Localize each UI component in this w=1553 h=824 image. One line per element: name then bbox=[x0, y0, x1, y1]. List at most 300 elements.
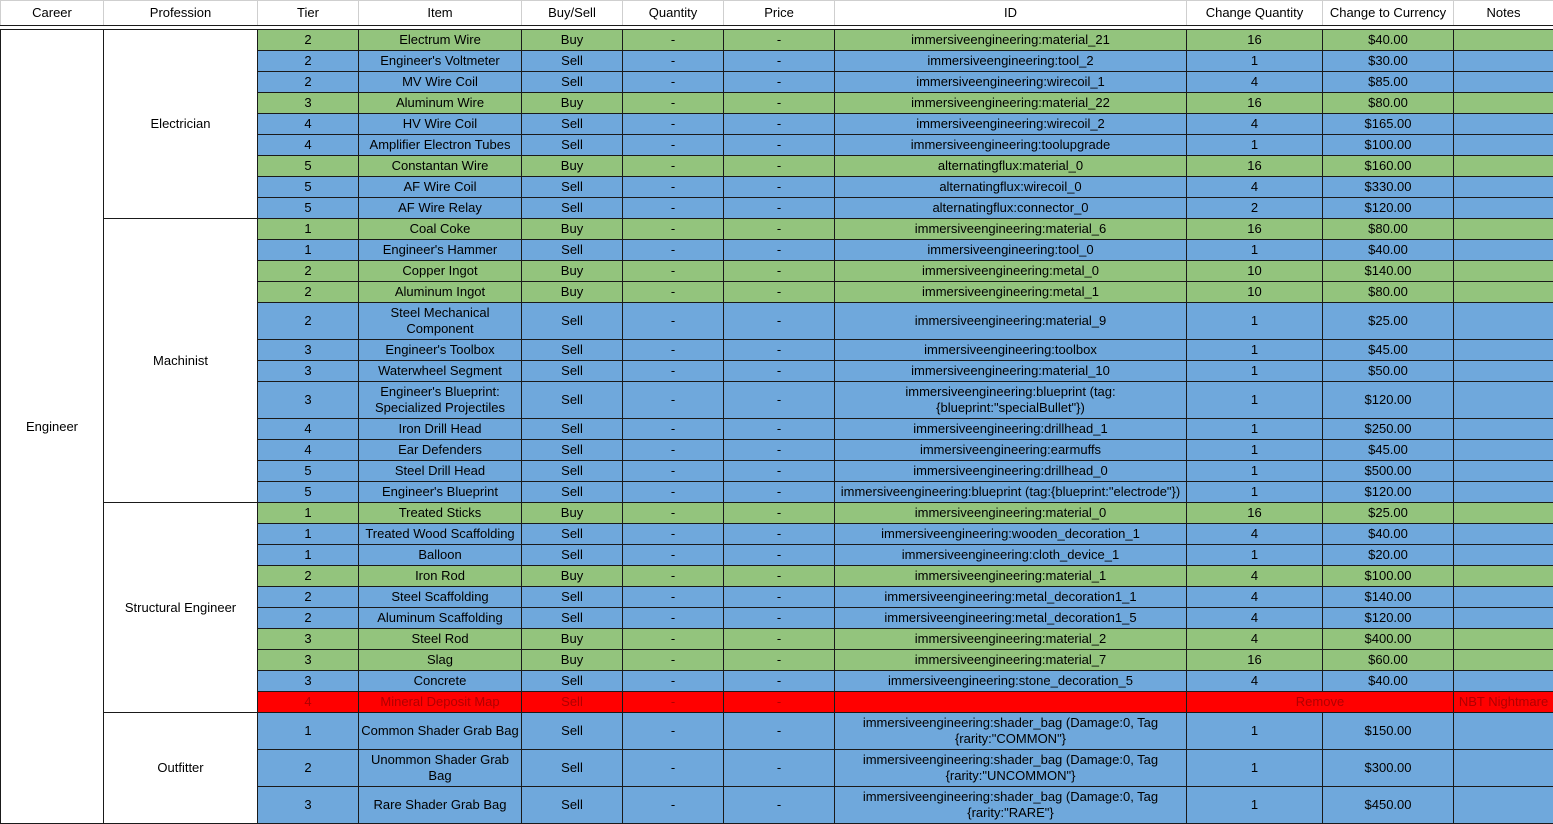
currency-cell[interactable]: $50.00 bbox=[1323, 361, 1454, 382]
item-cell[interactable]: AF Wire Relay bbox=[359, 198, 522, 219]
price-cell[interactable]: - bbox=[724, 650, 835, 671]
item-cell[interactable]: Treated Wood Scaffolding bbox=[359, 524, 522, 545]
quantity-cell[interactable]: - bbox=[623, 440, 724, 461]
notes-cell[interactable] bbox=[1454, 156, 1553, 177]
tier-cell[interactable]: 1 bbox=[258, 545, 359, 566]
notes-cell[interactable] bbox=[1454, 135, 1553, 156]
buy-sell-cell[interactable]: Sell bbox=[522, 461, 623, 482]
quantity-cell[interactable]: - bbox=[623, 750, 724, 787]
id-cell[interactable]: immersiveengineering:metal_decoration1_1 bbox=[835, 587, 1187, 608]
price-cell[interactable]: - bbox=[724, 114, 835, 135]
tier-cell[interactable]: 3 bbox=[258, 93, 359, 114]
tier-cell[interactable]: 2 bbox=[258, 51, 359, 72]
currency-cell[interactable]: $80.00 bbox=[1323, 219, 1454, 240]
tier-cell[interactable]: 4 bbox=[258, 135, 359, 156]
change-quantity-cell[interactable]: 1 bbox=[1187, 461, 1323, 482]
change-quantity-cell[interactable]: 1 bbox=[1187, 382, 1323, 419]
notes-cell[interactable] bbox=[1454, 303, 1553, 340]
price-cell[interactable]: - bbox=[724, 713, 835, 750]
notes-cell[interactable] bbox=[1454, 482, 1553, 503]
price-cell[interactable]: - bbox=[724, 261, 835, 282]
quantity-cell[interactable]: - bbox=[623, 503, 724, 524]
quantity-cell[interactable]: - bbox=[623, 787, 724, 824]
quantity-cell[interactable]: - bbox=[623, 177, 724, 198]
price-cell[interactable]: - bbox=[724, 198, 835, 219]
currency-cell[interactable]: $40.00 bbox=[1323, 671, 1454, 692]
header-change-quantity[interactable]: Change Quantity bbox=[1187, 1, 1323, 26]
notes-cell[interactable] bbox=[1454, 419, 1553, 440]
buy-sell-cell[interactable]: Buy bbox=[522, 219, 623, 240]
tier-cell[interactable]: 2 bbox=[258, 282, 359, 303]
item-cell[interactable]: Mineral Deposit Map bbox=[359, 692, 522, 713]
id-cell[interactable]: immersiveengineering:blueprint (tag:{blueprint:"specialBullet"}) bbox=[835, 382, 1187, 419]
buy-sell-cell[interactable]: Sell bbox=[522, 303, 623, 340]
quantity-cell[interactable]: - bbox=[623, 566, 724, 587]
quantity-cell[interactable]: - bbox=[623, 482, 724, 503]
id-cell[interactable]: immersiveengineering:wirecoil_1 bbox=[835, 72, 1187, 93]
buy-sell-cell[interactable]: Sell bbox=[522, 114, 623, 135]
id-cell[interactable]: immersiveengineering:stone_decoration_5 bbox=[835, 671, 1187, 692]
tier-cell[interactable]: 5 bbox=[258, 461, 359, 482]
notes-cell[interactable] bbox=[1454, 566, 1553, 587]
id-cell[interactable]: immersiveengineering:material_10 bbox=[835, 361, 1187, 382]
change-quantity-cell[interactable]: 4 bbox=[1187, 587, 1323, 608]
notes-cell[interactable] bbox=[1454, 629, 1553, 650]
currency-cell[interactable]: $120.00 bbox=[1323, 198, 1454, 219]
buy-sell-cell[interactable]: Sell bbox=[522, 382, 623, 419]
buy-sell-cell[interactable]: Sell bbox=[522, 750, 623, 787]
buy-sell-cell[interactable]: Sell bbox=[522, 692, 623, 713]
item-cell[interactable]: Common Shader Grab Bag bbox=[359, 713, 522, 750]
profession-cell[interactable]: Machinist bbox=[104, 219, 258, 503]
item-cell[interactable]: Engineer's Hammer bbox=[359, 240, 522, 261]
buy-sell-cell[interactable]: Sell bbox=[522, 198, 623, 219]
tier-cell[interactable]: 4 bbox=[258, 692, 359, 713]
notes-cell[interactable] bbox=[1454, 93, 1553, 114]
notes-cell[interactable] bbox=[1454, 240, 1553, 261]
currency-cell[interactable]: $40.00 bbox=[1323, 30, 1454, 51]
currency-cell[interactable]: $140.00 bbox=[1323, 261, 1454, 282]
tier-cell[interactable]: 1 bbox=[258, 503, 359, 524]
currency-cell[interactable]: $45.00 bbox=[1323, 340, 1454, 361]
price-cell[interactable]: - bbox=[724, 219, 835, 240]
notes-cell[interactable] bbox=[1454, 261, 1553, 282]
change-quantity-cell[interactable]: 1 bbox=[1187, 440, 1323, 461]
currency-cell[interactable]: $100.00 bbox=[1323, 566, 1454, 587]
quantity-cell[interactable]: - bbox=[623, 114, 724, 135]
quantity-cell[interactable]: - bbox=[623, 240, 724, 261]
change-quantity-cell[interactable]: 1 bbox=[1187, 713, 1323, 750]
currency-cell[interactable]: $140.00 bbox=[1323, 587, 1454, 608]
notes-cell[interactable] bbox=[1454, 30, 1553, 51]
tier-cell[interactable]: 2 bbox=[258, 750, 359, 787]
item-cell[interactable]: Engineer's Blueprint: Specialized Projectiles bbox=[359, 382, 522, 419]
price-cell[interactable]: - bbox=[724, 566, 835, 587]
item-cell[interactable]: Aluminum Ingot bbox=[359, 282, 522, 303]
notes-cell[interactable] bbox=[1454, 282, 1553, 303]
currency-cell[interactable]: $160.00 bbox=[1323, 156, 1454, 177]
buy-sell-cell[interactable]: Sell bbox=[522, 135, 623, 156]
item-cell[interactable]: Iron Rod bbox=[359, 566, 522, 587]
currency-cell[interactable]: $500.00 bbox=[1323, 461, 1454, 482]
price-cell[interactable]: - bbox=[724, 361, 835, 382]
item-cell[interactable]: Concrete bbox=[359, 671, 522, 692]
quantity-cell[interactable]: - bbox=[623, 587, 724, 608]
quantity-cell[interactable]: - bbox=[623, 282, 724, 303]
change-quantity-cell[interactable]: 1 bbox=[1187, 361, 1323, 382]
item-cell[interactable]: MV Wire Coil bbox=[359, 72, 522, 93]
price-cell[interactable]: - bbox=[724, 482, 835, 503]
tier-cell[interactable]: 3 bbox=[258, 671, 359, 692]
price-cell[interactable]: - bbox=[724, 787, 835, 824]
id-cell[interactable]: immersiveengineering:cloth_device_1 bbox=[835, 545, 1187, 566]
item-cell[interactable]: Iron Drill Head bbox=[359, 419, 522, 440]
quantity-cell[interactable]: - bbox=[623, 219, 724, 240]
quantity-cell[interactable]: - bbox=[623, 93, 724, 114]
price-cell[interactable]: - bbox=[724, 524, 835, 545]
tier-cell[interactable]: 2 bbox=[258, 608, 359, 629]
item-cell[interactable]: Electrum Wire bbox=[359, 30, 522, 51]
header-notes[interactable]: Notes bbox=[1454, 1, 1553, 26]
buy-sell-cell[interactable]: Sell bbox=[522, 419, 623, 440]
notes-cell[interactable] bbox=[1454, 650, 1553, 671]
tier-cell[interactable]: 3 bbox=[258, 629, 359, 650]
currency-cell[interactable]: $25.00 bbox=[1323, 503, 1454, 524]
change-quantity-cell[interactable]: 10 bbox=[1187, 282, 1323, 303]
quantity-cell[interactable]: - bbox=[623, 156, 724, 177]
buy-sell-cell[interactable]: Sell bbox=[522, 671, 623, 692]
price-cell[interactable]: - bbox=[724, 692, 835, 713]
price-cell[interactable]: - bbox=[724, 587, 835, 608]
buy-sell-cell[interactable]: Buy bbox=[522, 503, 623, 524]
currency-cell[interactable]: $20.00 bbox=[1323, 545, 1454, 566]
item-cell[interactable]: Coal Coke bbox=[359, 219, 522, 240]
item-cell[interactable]: Amplifier Electron Tubes bbox=[359, 135, 522, 156]
buy-sell-cell[interactable]: Buy bbox=[522, 629, 623, 650]
item-cell[interactable]: Aluminum Scaffolding bbox=[359, 608, 522, 629]
id-cell[interactable]: alternatingflux:connector_0 bbox=[835, 198, 1187, 219]
notes-cell[interactable] bbox=[1454, 361, 1553, 382]
tier-cell[interactable]: 2 bbox=[258, 566, 359, 587]
buy-sell-cell[interactable]: Buy bbox=[522, 650, 623, 671]
id-cell[interactable]: immersiveengineering:shader_bag (Damage:0, Tag {rarity:"RARE"} bbox=[835, 787, 1187, 824]
buy-sell-cell[interactable]: Buy bbox=[522, 93, 623, 114]
change-quantity-cell[interactable]: 4 bbox=[1187, 524, 1323, 545]
item-cell[interactable]: HV Wire Coil bbox=[359, 114, 522, 135]
price-cell[interactable]: - bbox=[724, 93, 835, 114]
buy-sell-cell[interactable]: Buy bbox=[522, 30, 623, 51]
id-cell[interactable]: immersiveengineering:material_2 bbox=[835, 629, 1187, 650]
price-cell[interactable]: - bbox=[724, 177, 835, 198]
buy-sell-cell[interactable]: Sell bbox=[522, 545, 623, 566]
id-cell[interactable]: immersiveengineering:wirecoil_2 bbox=[835, 114, 1187, 135]
item-cell[interactable]: AF Wire Coil bbox=[359, 177, 522, 198]
item-cell[interactable]: Constantan Wire bbox=[359, 156, 522, 177]
price-cell[interactable]: - bbox=[724, 503, 835, 524]
header-change-currency[interactable]: Change to Currency bbox=[1323, 1, 1454, 26]
buy-sell-cell[interactable]: Sell bbox=[522, 787, 623, 824]
buy-sell-cell[interactable]: Sell bbox=[522, 72, 623, 93]
change-quantity-cell[interactable]: 4 bbox=[1187, 671, 1323, 692]
price-cell[interactable]: - bbox=[724, 461, 835, 482]
change-quantity-cell[interactable]: 2 bbox=[1187, 198, 1323, 219]
id-cell[interactable]: immersiveengineering:material_21 bbox=[835, 30, 1187, 51]
change-quantity-cell[interactable]: 4 bbox=[1187, 72, 1323, 93]
notes-cell[interactable] bbox=[1454, 177, 1553, 198]
header-price[interactable]: Price bbox=[724, 1, 835, 26]
career-cell[interactable]: Engineer bbox=[1, 30, 104, 824]
profession-cell[interactable]: Electrician bbox=[104, 30, 258, 219]
buy-sell-cell[interactable]: Sell bbox=[522, 482, 623, 503]
change-quantity-cell[interactable]: 4 bbox=[1187, 629, 1323, 650]
notes-cell[interactable] bbox=[1454, 587, 1553, 608]
buy-sell-cell[interactable]: Sell bbox=[522, 51, 623, 72]
currency-cell[interactable]: $120.00 bbox=[1323, 382, 1454, 419]
tier-cell[interactable]: 2 bbox=[258, 30, 359, 51]
tier-cell[interactable]: 5 bbox=[258, 177, 359, 198]
notes-cell[interactable] bbox=[1454, 503, 1553, 524]
quantity-cell[interactable]: - bbox=[623, 671, 724, 692]
quantity-cell[interactable]: - bbox=[623, 72, 724, 93]
buy-sell-cell[interactable]: Sell bbox=[522, 177, 623, 198]
price-cell[interactable]: - bbox=[724, 382, 835, 419]
change-quantity-cell[interactable]: 1 bbox=[1187, 303, 1323, 340]
price-cell[interactable]: - bbox=[724, 72, 835, 93]
buy-sell-cell[interactable]: Sell bbox=[522, 440, 623, 461]
tier-cell[interactable]: 4 bbox=[258, 440, 359, 461]
buy-sell-cell[interactable]: Sell bbox=[522, 587, 623, 608]
item-cell[interactable]: Steel Scaffolding bbox=[359, 587, 522, 608]
change-quantity-cell[interactable]: 1 bbox=[1187, 51, 1323, 72]
notes-cell[interactable] bbox=[1454, 219, 1553, 240]
notes-cell[interactable] bbox=[1454, 787, 1553, 824]
change-quantity-cell[interactable]: 1 bbox=[1187, 135, 1323, 156]
currency-cell[interactable]: $150.00 bbox=[1323, 713, 1454, 750]
currency-cell[interactable]: $120.00 bbox=[1323, 608, 1454, 629]
quantity-cell[interactable]: - bbox=[623, 198, 724, 219]
notes-cell[interactable] bbox=[1454, 750, 1553, 787]
tier-cell[interactable]: 3 bbox=[258, 361, 359, 382]
id-cell[interactable]: immersiveengineering:material_9 bbox=[835, 303, 1187, 340]
change-quantity-cell[interactable]: 4 bbox=[1187, 566, 1323, 587]
header-tier[interactable]: Tier bbox=[258, 1, 359, 26]
quantity-cell[interactable]: - bbox=[623, 135, 724, 156]
notes-cell[interactable]: NBT Nightmare bbox=[1454, 692, 1553, 713]
price-cell[interactable]: - bbox=[724, 340, 835, 361]
price-cell[interactable]: - bbox=[724, 240, 835, 261]
id-cell[interactable]: immersiveengineering:material_1 bbox=[835, 566, 1187, 587]
quantity-cell[interactable]: - bbox=[623, 340, 724, 361]
item-cell[interactable]: Engineer's Blueprint bbox=[359, 482, 522, 503]
quantity-cell[interactable]: - bbox=[623, 419, 724, 440]
id-cell[interactable]: immersiveengineering:blueprint (tag:{blueprint:"electrode"}) bbox=[835, 482, 1187, 503]
currency-cell[interactable]: $100.00 bbox=[1323, 135, 1454, 156]
tier-cell[interactable]: 5 bbox=[258, 198, 359, 219]
change-quantity-cell[interactable]: 16 bbox=[1187, 156, 1323, 177]
price-cell[interactable]: - bbox=[724, 303, 835, 340]
profession-cell[interactable]: Outfitter bbox=[104, 713, 258, 824]
currency-cell[interactable]: $80.00 bbox=[1323, 282, 1454, 303]
id-cell[interactable]: immersiveengineering:material_6 bbox=[835, 219, 1187, 240]
currency-cell[interactable]: $400.00 bbox=[1323, 629, 1454, 650]
buy-sell-cell[interactable]: Sell bbox=[522, 713, 623, 750]
buy-sell-cell[interactable]: Sell bbox=[522, 361, 623, 382]
quantity-cell[interactable]: - bbox=[623, 629, 724, 650]
price-cell[interactable]: - bbox=[724, 30, 835, 51]
price-cell[interactable]: - bbox=[724, 135, 835, 156]
currency-cell[interactable]: $80.00 bbox=[1323, 93, 1454, 114]
item-cell[interactable]: Engineer's Toolbox bbox=[359, 340, 522, 361]
currency-cell[interactable]: $300.00 bbox=[1323, 750, 1454, 787]
buy-sell-cell[interactable]: Sell bbox=[522, 340, 623, 361]
change-quantity-cell[interactable]: 1 bbox=[1187, 545, 1323, 566]
notes-cell[interactable] bbox=[1454, 340, 1553, 361]
quantity-cell[interactable]: - bbox=[623, 650, 724, 671]
item-cell[interactable]: Ear Defenders bbox=[359, 440, 522, 461]
change-quantity-cell[interactable]: 1 bbox=[1187, 419, 1323, 440]
header-profession[interactable]: Profession bbox=[104, 1, 258, 26]
id-cell[interactable]: immersiveengineering:toolbox bbox=[835, 340, 1187, 361]
buy-sell-cell[interactable]: Buy bbox=[522, 282, 623, 303]
item-cell[interactable]: Steel Mechanical Component bbox=[359, 303, 522, 340]
notes-cell[interactable] bbox=[1454, 114, 1553, 135]
item-cell[interactable]: Treated Sticks bbox=[359, 503, 522, 524]
tier-cell[interactable]: 1 bbox=[258, 240, 359, 261]
quantity-cell[interactable]: - bbox=[623, 261, 724, 282]
change-quantity-cell[interactable]: 16 bbox=[1187, 30, 1323, 51]
quantity-cell[interactable]: - bbox=[623, 461, 724, 482]
notes-cell[interactable] bbox=[1454, 545, 1553, 566]
change-quantity-cell[interactable]: 16 bbox=[1187, 93, 1323, 114]
tier-cell[interactable]: 1 bbox=[258, 219, 359, 240]
notes-cell[interactable] bbox=[1454, 713, 1553, 750]
quantity-cell[interactable]: - bbox=[623, 608, 724, 629]
tier-cell[interactable]: 3 bbox=[258, 382, 359, 419]
price-cell[interactable]: - bbox=[724, 671, 835, 692]
id-cell[interactable]: immersiveengineering:wooden_decoration_1 bbox=[835, 524, 1187, 545]
notes-cell[interactable] bbox=[1454, 461, 1553, 482]
change-quantity-cell[interactable]: 4 bbox=[1187, 114, 1323, 135]
tier-cell[interactable]: 4 bbox=[258, 114, 359, 135]
currency-cell[interactable]: $250.00 bbox=[1323, 419, 1454, 440]
tier-cell[interactable]: 5 bbox=[258, 156, 359, 177]
tier-cell[interactable]: 3 bbox=[258, 650, 359, 671]
id-cell[interactable]: immersiveengineering:shader_bag (Damage:0, Tag {rarity:"COMMON"} bbox=[835, 713, 1187, 750]
id-cell[interactable]: immersiveengineering:metal_0 bbox=[835, 261, 1187, 282]
quantity-cell[interactable]: - bbox=[623, 545, 724, 566]
quantity-cell[interactable]: - bbox=[623, 303, 724, 340]
change-quantity-cell[interactable]: 10 bbox=[1187, 261, 1323, 282]
currency-cell[interactable]: $330.00 bbox=[1323, 177, 1454, 198]
change-quantity-cell[interactable]: 1 bbox=[1187, 240, 1323, 261]
quantity-cell[interactable]: - bbox=[623, 361, 724, 382]
tier-cell[interactable]: 4 bbox=[258, 419, 359, 440]
quantity-cell[interactable]: - bbox=[623, 51, 724, 72]
id-cell[interactable]: immersiveengineering:metal_decoration1_5 bbox=[835, 608, 1187, 629]
notes-cell[interactable] bbox=[1454, 382, 1553, 419]
item-cell[interactable]: Aluminum Wire bbox=[359, 93, 522, 114]
tier-cell[interactable]: 1 bbox=[258, 713, 359, 750]
currency-cell[interactable]: $85.00 bbox=[1323, 72, 1454, 93]
id-cell[interactable]: immersiveengineering:earmuffs bbox=[835, 440, 1187, 461]
id-cell[interactable]: alternatingflux:wirecoil_0 bbox=[835, 177, 1187, 198]
price-cell[interactable]: - bbox=[724, 750, 835, 787]
tier-cell[interactable]: 1 bbox=[258, 524, 359, 545]
notes-cell[interactable] bbox=[1454, 198, 1553, 219]
id-cell[interactable] bbox=[835, 692, 1187, 713]
profession-cell[interactable]: Structural Engineer bbox=[104, 503, 258, 713]
notes-cell[interactable] bbox=[1454, 608, 1553, 629]
change-quantity-cell[interactable]: 1 bbox=[1187, 482, 1323, 503]
buy-sell-cell[interactable]: Sell bbox=[522, 240, 623, 261]
currency-cell[interactable]: $60.00 bbox=[1323, 650, 1454, 671]
tier-cell[interactable]: 2 bbox=[258, 261, 359, 282]
currency-cell[interactable]: $40.00 bbox=[1323, 524, 1454, 545]
change-quantity-cell[interactable]: 4 bbox=[1187, 177, 1323, 198]
id-cell[interactable]: immersiveengineering:tool_0 bbox=[835, 240, 1187, 261]
tier-cell[interactable]: 2 bbox=[258, 587, 359, 608]
currency-cell[interactable]: $165.00 bbox=[1323, 114, 1454, 135]
change-quantity-cell[interactable]: 16 bbox=[1187, 219, 1323, 240]
tier-cell[interactable]: 2 bbox=[258, 303, 359, 340]
quantity-cell[interactable]: - bbox=[623, 382, 724, 419]
change-quantity-cell[interactable]: 16 bbox=[1187, 650, 1323, 671]
item-cell[interactable]: Steel Drill Head bbox=[359, 461, 522, 482]
notes-cell[interactable] bbox=[1454, 440, 1553, 461]
item-cell[interactable]: Unommon Shader Grab Bag bbox=[359, 750, 522, 787]
item-cell[interactable]: Copper Ingot bbox=[359, 261, 522, 282]
tier-cell[interactable]: 3 bbox=[258, 787, 359, 824]
currency-cell[interactable]: $25.00 bbox=[1323, 303, 1454, 340]
header-item[interactable]: Item bbox=[359, 1, 522, 26]
tier-cell[interactable]: 5 bbox=[258, 482, 359, 503]
price-cell[interactable]: - bbox=[724, 629, 835, 650]
id-cell[interactable]: immersiveengineering:material_22 bbox=[835, 93, 1187, 114]
buy-sell-cell[interactable]: Buy bbox=[522, 156, 623, 177]
notes-cell[interactable] bbox=[1454, 72, 1553, 93]
item-cell[interactable]: Slag bbox=[359, 650, 522, 671]
quantity-cell[interactable]: - bbox=[623, 30, 724, 51]
id-cell[interactable]: immersiveengineering:drillhead_1 bbox=[835, 419, 1187, 440]
buy-sell-cell[interactable]: Sell bbox=[522, 608, 623, 629]
item-cell[interactable]: Rare Shader Grab Bag bbox=[359, 787, 522, 824]
item-cell[interactable]: Balloon bbox=[359, 545, 522, 566]
id-cell[interactable]: immersiveengineering:material_0 bbox=[835, 503, 1187, 524]
buy-sell-cell[interactable]: Buy bbox=[522, 566, 623, 587]
buy-sell-cell[interactable]: Sell bbox=[522, 524, 623, 545]
header-career[interactable]: Career bbox=[1, 1, 104, 26]
change-quantity-cell[interactable]: 1 bbox=[1187, 340, 1323, 361]
item-cell[interactable]: Engineer's Voltmeter bbox=[359, 51, 522, 72]
currency-cell[interactable]: $120.00 bbox=[1323, 482, 1454, 503]
price-cell[interactable]: - bbox=[724, 51, 835, 72]
quantity-cell[interactable]: - bbox=[623, 713, 724, 750]
notes-cell[interactable] bbox=[1454, 671, 1553, 692]
price-cell[interactable]: - bbox=[724, 282, 835, 303]
change-quantity-cell[interactable]: 1 bbox=[1187, 750, 1323, 787]
remove-cell[interactable]: Remove bbox=[1187, 692, 1454, 713]
notes-cell[interactable] bbox=[1454, 524, 1553, 545]
item-cell[interactable]: Waterwheel Segment bbox=[359, 361, 522, 382]
price-cell[interactable]: - bbox=[724, 545, 835, 566]
price-cell[interactable]: - bbox=[724, 608, 835, 629]
id-cell[interactable]: alternatingflux:material_0 bbox=[835, 156, 1187, 177]
currency-cell[interactable]: $30.00 bbox=[1323, 51, 1454, 72]
price-cell[interactable]: - bbox=[724, 419, 835, 440]
id-cell[interactable]: immersiveengineering:metal_1 bbox=[835, 282, 1187, 303]
id-cell[interactable]: immersiveengineering:drillhead_0 bbox=[835, 461, 1187, 482]
tier-cell[interactable]: 2 bbox=[258, 72, 359, 93]
